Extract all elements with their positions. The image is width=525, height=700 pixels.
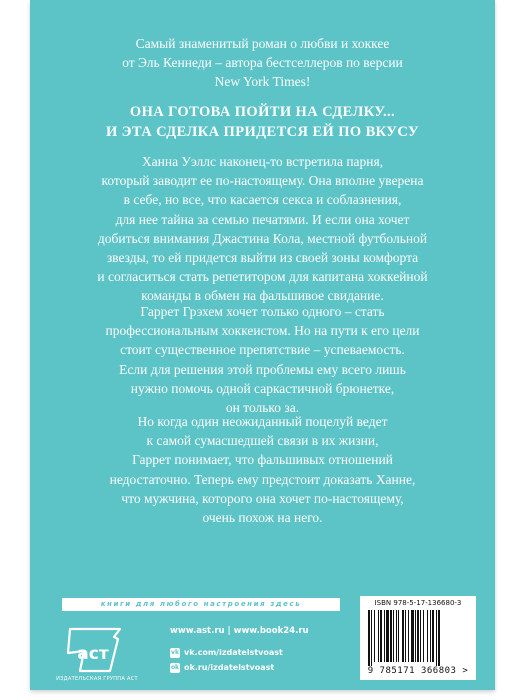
barcode-bar [378, 610, 379, 662]
text-line: недостаточно. Теперь ему предстоит доказать Ханне, [109, 471, 416, 487]
headline [30, 102, 495, 142]
barcode-bar [398, 610, 399, 662]
text-line: профессиональным хоккеистом. Но на пути к его цели [105, 323, 420, 339]
barcode-bar [368, 610, 370, 666]
barcode-bar [402, 610, 404, 662]
text-line: Гаррет понимает, что фальшивых отношений [132, 452, 393, 468]
vk-icon: vk [171, 648, 179, 656]
ok-url: ok.ru/izdatelstvoast [184, 663, 275, 672]
tagline-bar: книги для любого настроения здесь [62, 598, 340, 611]
headline-line: И ЭТА СДЕЛКА ПРИДЕТСЯ ЕЙ ПО ВКУСУ [105, 124, 420, 140]
headline-line: ОНА ГОТОВА ПОЙТИ НА СДЕЛКУ... [129, 104, 396, 120]
intro-line: от Эль Кеннеди – автора бестселлеров по версии [122, 55, 403, 70]
paragraph-garrett [52, 302, 473, 417]
barcode-bar [393, 610, 394, 662]
text-line: и согласиться стать репетитором для капитана хоккейной [97, 269, 428, 285]
ast-logo-text: аст [77, 644, 109, 664]
text-line: звезды, то ей придется выйти из своей зоны комфорта [106, 250, 419, 266]
paragraph-hanna [52, 152, 473, 306]
barcode-bar [405, 610, 406, 662]
barcode-bar [384, 610, 385, 662]
barcode-bar [408, 610, 409, 662]
vk-url: vk.com/izdatelstvoast [184, 648, 283, 657]
text-line: он только за. [225, 400, 300, 416]
barcode-icon [366, 610, 470, 666]
barcode-bar [430, 610, 431, 662]
website-links: www.ast.ru | www.book24.ru [170, 626, 309, 636]
text-line: добиться внимания Джастина Кола, местной футбольной [97, 230, 428, 246]
paragraph-kiss [52, 412, 473, 527]
barcode-bar [438, 610, 440, 666]
text-line: который заводит ее по-настоящему. Она вполне уверена [101, 173, 424, 189]
barcode-bar [423, 610, 424, 662]
barcode-bar [386, 610, 389, 662]
intro-blurb [30, 34, 495, 91]
ok-link [170, 661, 340, 674]
vk-link [170, 646, 340, 659]
text-line: Если для решения этой проблемы ему всего лишь [119, 361, 406, 377]
barcode-bar [417, 610, 419, 662]
text-line: команды в обмен на фальшивое свидание. [141, 288, 384, 304]
barcode-bar [396, 610, 397, 662]
book-back-cover [30, 0, 495, 690]
text-line: что мужчина, которого она хочет по-настоящему, [121, 490, 404, 506]
intro-line: New York Times! [214, 74, 311, 89]
text-line: к самой сумасшедшей связи в их жизни, [146, 433, 379, 449]
barcode-bar [371, 610, 372, 666]
ean-number: 9 785171 366803 > [367, 666, 469, 676]
barcode-bar [411, 610, 414, 662]
text-line: Ханна Уэллс наконец-то встретила парня, [141, 154, 384, 169]
barcode-box [360, 596, 476, 680]
text-line: очень похож на него. [202, 510, 323, 526]
text-line: Гаррет Грэхем хочет только одного – стать [140, 304, 385, 319]
ok-icon: ok [170, 663, 180, 671]
intro-line: Самый знаменитый роман о любви и хоккее [135, 36, 390, 51]
barcode-bar [415, 610, 416, 662]
isbn-label: ISBN 978-5-17-136680-3 [374, 599, 462, 607]
barcode-bar [374, 610, 375, 662]
text-line: Но когда один неожиданный поцелуй ведет [137, 414, 388, 429]
barcode-bar [420, 610, 421, 662]
text-line: в себе, но все, что касается секса и соблазнения, [123, 192, 402, 208]
text-line: стоит существенное препятствие – успеваемость. [120, 342, 405, 358]
barcode-bar [390, 610, 392, 662]
text-line: нужно помочь одной саркастичной брюнетке, [130, 380, 395, 396]
ast-logo-icon [64, 625, 126, 673]
barcode-bar [380, 610, 382, 662]
barcode-bar [427, 610, 428, 662]
logo-caption: ИЗДАТЕЛЬСКАЯ ГРУППА АСТ [56, 676, 138, 682]
barcode-bar [432, 610, 434, 662]
text-line: для нее тайна за семью печатями. И если она хочет [115, 211, 410, 227]
barcode-bar [436, 610, 437, 666]
